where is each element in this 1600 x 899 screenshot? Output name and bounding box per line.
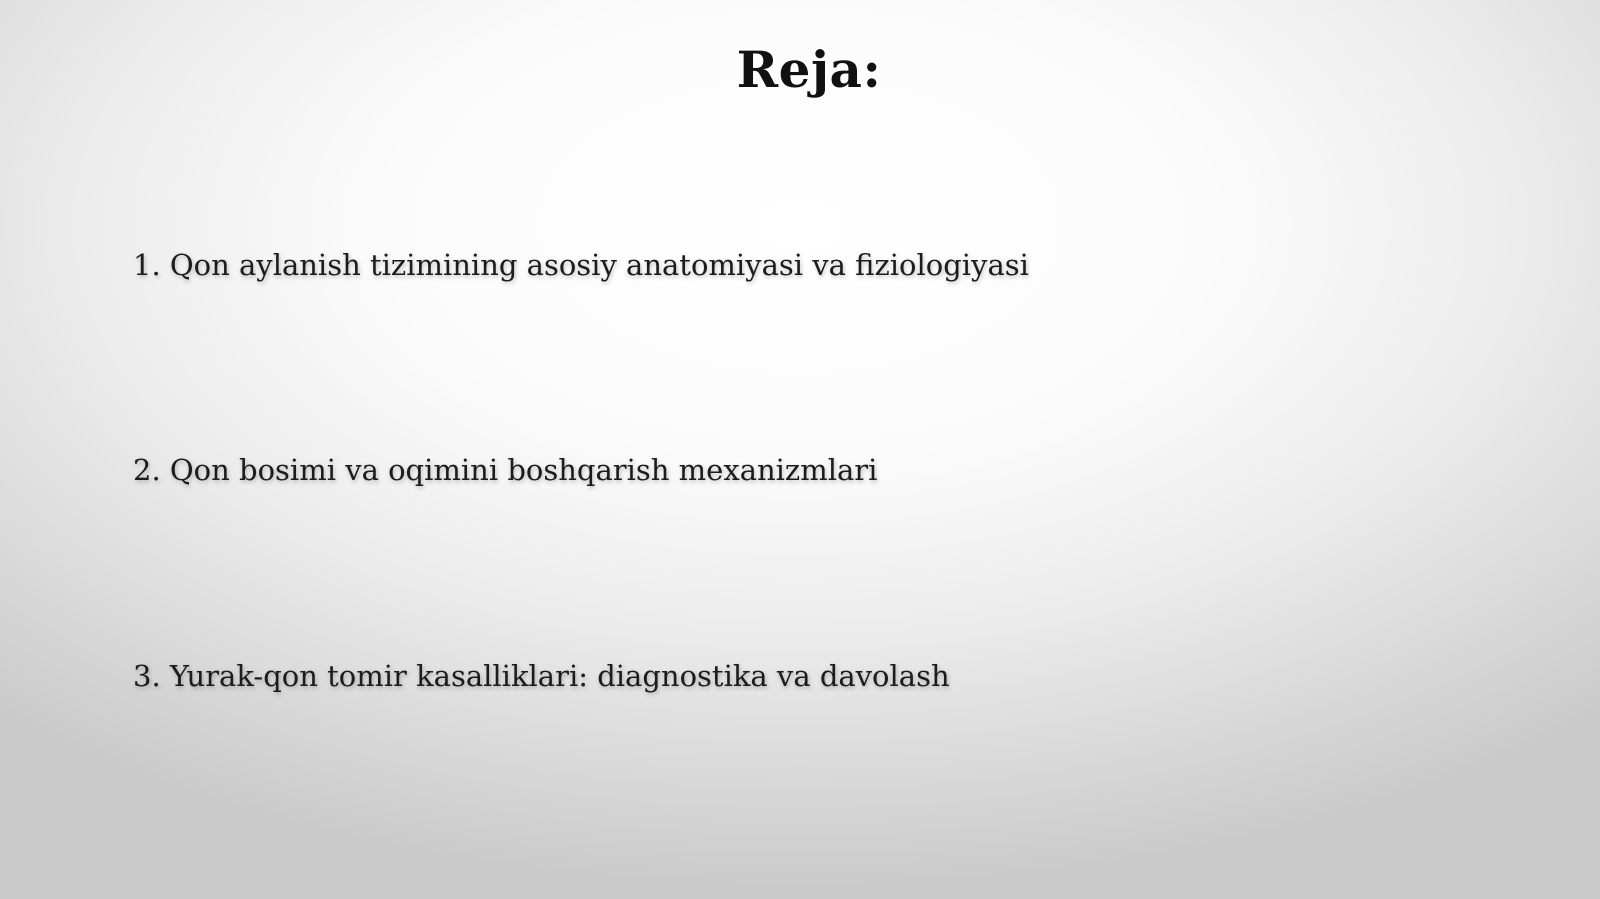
slide-title: Reja: (736, 40, 882, 99)
plan-item-2: 2. Qon bosimi va oqimini boshqarish mexanizmlari (133, 453, 878, 487)
plan-item-1: 1. Qon aylanish tizimining asosiy anatomiyasi va fiziologiyasi (133, 248, 1029, 282)
plan-item-3: 3. Yurak-qon tomir kasalliklari: diagnostika va davolash (133, 659, 950, 693)
